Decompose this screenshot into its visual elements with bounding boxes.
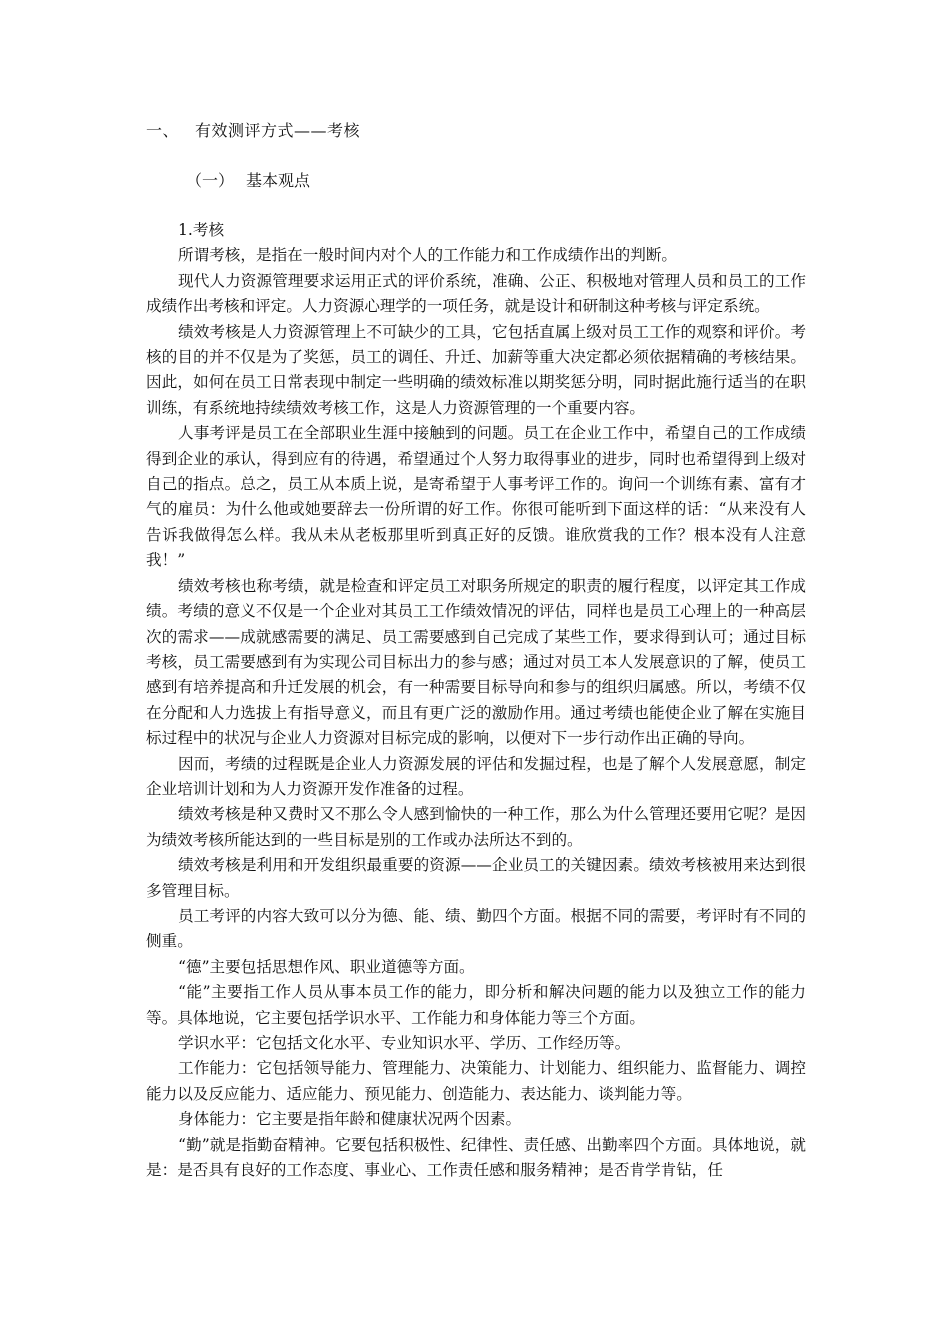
paragraph: 学识水平：它包括文化水平、专业知识水平、学历、工作经历等。 [178, 1034, 631, 1052]
section-heading [146, 118, 360, 141]
paragraph: 绩效考核是利用和开发组织最重要的资源——企业员工的关键因素。绩效考核被用来达到很多管理目标。 [146, 856, 806, 900]
paragraph: “能”主要指工作人员从事本员工作的能力，即分析和解决问题的能力以及独立工作的能力等。具体地说，它主要包括学识水平、工作能力和身体能力等三个方面。 [146, 983, 806, 1027]
paragraph: 因而，考绩的过程既是企业人力资源发展的评估和发掘过程，也是了解个人发展意愿，制定企业培训计划和为人力资源开发作准备的过程。 [146, 754, 806, 798]
subsection-number: （一） [186, 171, 235, 190]
paragraph: “德”主要包括思想作风、职业道德等方面。 [178, 957, 475, 976]
body-text [146, 218, 806, 1183]
paragraph: 工作能力：它包括领导能力、管理能力、决策能力、计划能力、组织能力、监督能力、调控能力以及反应能力、适应能力、预见能力、创造能力、表达能力、谈判能力等。 [146, 1059, 806, 1103]
paragraph: 所谓考核，是指在一般时间内对个人的工作能力和工作成绩作出的判断。 [178, 246, 678, 265]
subsection-heading [186, 168, 310, 191]
subheading-kaohe: 1.考核 [178, 221, 225, 239]
paragraph: “勤”就是指勤奋精神。它要包括积极性、纪律性、责任感、出勤率四个方面。具体地说，就是：是否具有良好的工作态度、事业心、工作责任感和服务精神；是否肯学肯钻，任 [146, 1135, 806, 1180]
paragraph: 绩效考核是人力资源管理上不可缺少的工具，它包括直属上级对员工工作的观察和评价。考核的目的并不仅是为了奖惩，员工的调任、升迁、加薪等重大决定都必须依据精确的考核结果。因此，如何在员工日常表现中制定一些明确的绩效标准以期奖惩分明，同时据此施行适当的在职训练，有系统地持续绩效考核工作，这是人力资源管理的一个重要内容。 [146, 322, 806, 417]
paragraph: 身体能力：它主要是指年龄和健康状况两个因素。 [178, 1110, 522, 1129]
paragraph: 人事考评是员工在全部职业生涯中接触到的问题。员工在企业工作中，希望自己的工作成绩得到企业的承认，得到应有的待遇，希望通过个人努力取得事业的进步，同时也希望得到上级对自己的指点。总之，员工从本质上说，是寄希望于人事考评工作的。询问一个训练有素、富有才气的雇员：为什么他或她要辞去一份所谓的好工作。你很可能听到下面这样的话：“从来没有人告诉我做得怎么样。我从未从老板那里听到真正好的反馈。谁欣赏我的工作？根本没有人注意我！” [146, 424, 806, 570]
subsection-title: 基本观点 [246, 171, 311, 190]
paragraph: 绩效考核也称考绩，就是检查和评定员工对职务所规定的职责的履行程度，以评定其工作成绩。考绩的意义不仅是一个企业对其员工工作绩效情况的评估，同样也是员工心理上的一种高层次的需求——成就感需要的满足、员工需要感到自己完成了某些工作，要求得到认可；通过目标考核，员工需要感到有为实现公司目标出力的参与感；通过对员工本人发展意识的了解，使员工感到有培养提高和升迁发展的机会，有一种需要目标导向和参与的组织归属感。所以，考绩不仅在分配和人力选拔上有指导意义，而且有更广泛的激励作用。通过考绩也能使企业了解在实施目标过程中的状况与企业人力资源对目标完成的影响，以便对下一步行动作出正确的导向。 [146, 576, 806, 748]
paragraph: 现代人力资源管理要求运用正式的评价系统，准确、公正、积极地对管理人员和员工的工作成绩作出考核和评定。人力资源心理学的一项任务，就是设计和研制这种考核与评定系统。 [146, 271, 806, 316]
paragraph: 员工考评的内容大致可以分为德、能、绩、勤四个方面。根据不同的需要，考评时有不同的侧重。 [146, 906, 806, 951]
section-number: 一、 [146, 121, 180, 140]
section-title: 有效测评方式——考核 [195, 121, 361, 140]
paragraph: 绩效考核是种又费时又不那么令人感到愉快的一种工作，那么为什么管理还要用它呢？是因为绩效考核所能达到的一些目标是别的工作或办法所达不到的。 [146, 805, 806, 849]
